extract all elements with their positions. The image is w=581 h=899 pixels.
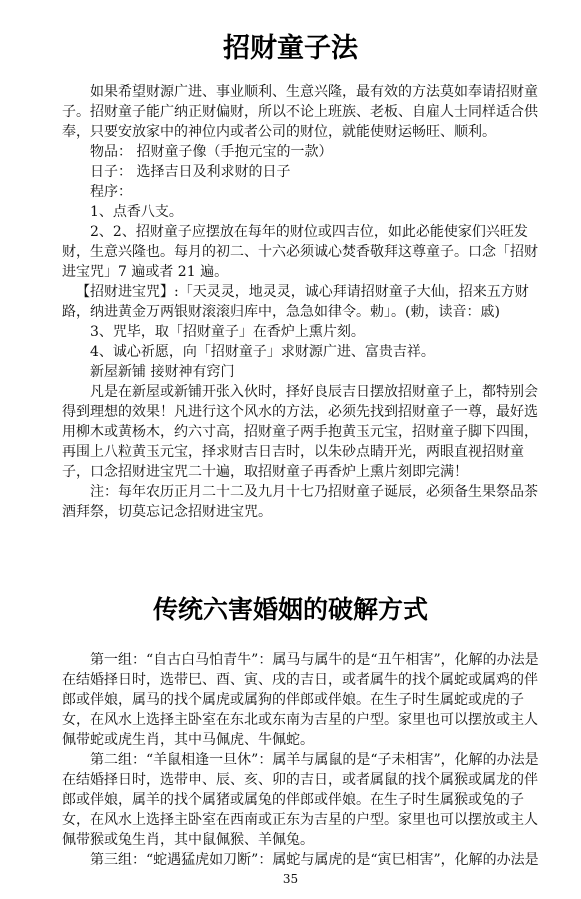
group-1-paragraph: 第一组：“自古白马怕青牛”：属马与属牛的是“丑午相害”，化解的办法是在结婚择日时，选带巳、酉、寅、戌的吉日，或者属牛的找个属蛇或属鸡的伴郎或伴娘，属马的找个属虎或属狗的伴郎或伴娘。在生子时生属蛇或虎的子女，在风水上选择主卧室在东北或东南为吉星的户型。家里也可以摆放或主人佩带蛇或虎生肖，其中马佩虎、牛佩蛇。: [62, 652, 539, 748]
group-2-paragraph: 第二组：“羊鼠相逢一旦休”：属羊与属鼠的是“子未相害”，化解的办法是在结婚择日时，选带申、辰、亥、卯的吉日，或者属鼠的找个属猴或属龙的伴郎或伴娘，属羊的找个属猪或属兔的伴郎或伴娘。在生子时生属猴或兔的子女，在风水上选择主卧室在西南或正东为吉星的户型。家里也可以摆放或主人佩带猴或兔生肖，其中鼠佩猴、羊佩兔。: [62, 752, 539, 848]
items-line: 物品： 招财童子像（手抱元宝的一款）: [90, 144, 333, 160]
new-shop-paragraph: 凡是在新屋或新铺开张入伙时，择好良辰吉日摆放招财童子上，都特别会得到理想的效果！凡进行这个风水的方法，必须先找到招财童子一尊，最好选用柳木或黄杨木，约六寸高，招财童子两手抱黄玉元宝，招财童子脚下四围，再围上八粒黄玉元宝，择求财吉日吉时，以朱砂点睛开光，两眼直视招财童子，口念招财进宝咒二十遍，取招财童子再香炉上熏片刻即完满！: [62, 384, 538, 480]
section-body-zhaocai: [62, 82, 546, 522]
step-1: 1、点香八支。: [90, 204, 183, 220]
step-4: 4、诚心祈愿，向「招财童子」求财源广进、富贵吉祥。: [90, 344, 435, 360]
procedure-heading: 程序：: [90, 184, 132, 200]
section-title-liuhai: 传统六害婚姻的破解方式: [152, 595, 428, 624]
page-number: 35: [282, 872, 299, 886]
group-3-paragraph: 第三组：“蛇遇猛虎如刀断”：属蛇与属虎的是“寅巳相害”，化解的办法是: [90, 852, 539, 868]
step-2: 2、2、招财童子应摆放在每年的财位或四吉位，如此必能使家们兴旺发财，生意兴隆也。每月的初二、十六必须诚心焚香敬拜这尊童子。口念「招财进宝咒」7 遍或者 21 遍。: [62, 224, 538, 280]
date-line: 日子： 选择吉日及利求财的日子: [90, 164, 291, 180]
step-3: 3、咒毕，取「招财童子」在香炉上熏片刻。: [90, 324, 365, 340]
section-body-liuhai: [62, 650, 546, 870]
section-title-zhaocai: 招财童子法: [223, 33, 358, 64]
mantra-paragraph: 【招财进宝咒】:「天灵灵，地灵灵，诚心拜请招财童子大仙，招来五方财路，纳进黄金万两银财滚滚归库中，急急如律令。勅」。(勅，读音：戚): [62, 284, 529, 320]
intro-paragraph: 如果希望财源广进、事业顺利、生意兴隆，最有效的方法莫如奉请招财童子。招财童子能广纳正财偏财，所以不论上班族、老板、自雇人士同样适合供奉，只要安放家中的神位内或者公司的财位，就能使财运畅旺、顺利。: [62, 84, 538, 140]
subheading-new-shop: 新屋新铺 接财神有窍门: [90, 364, 235, 380]
note-paragraph: 注：每年农历正月二十二及九月十七乃招财童子诞辰，必须备生果祭品茶酒拜祭，切莫忘记念招财进宝咒。: [62, 484, 538, 520]
